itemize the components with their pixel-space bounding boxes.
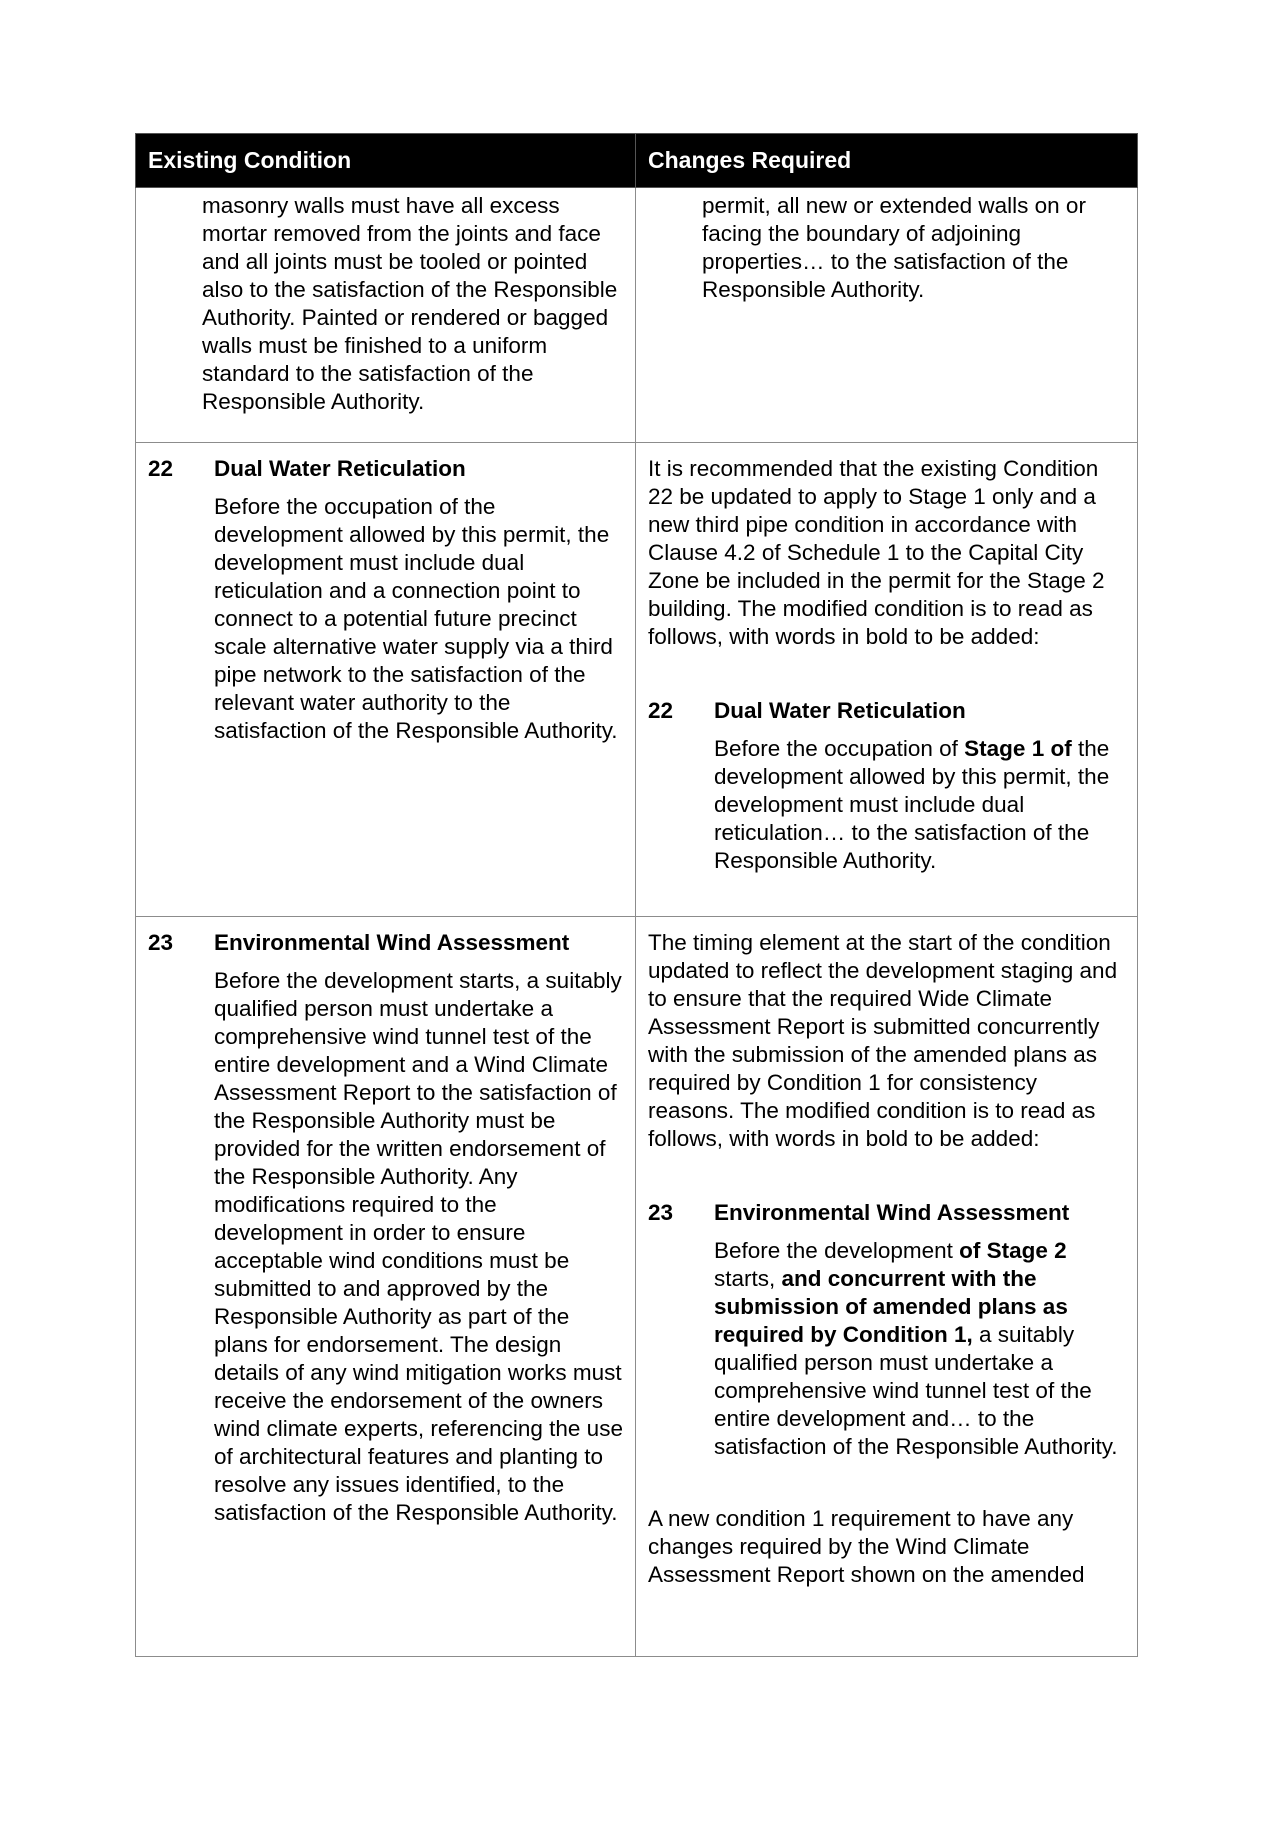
- text-run: a suitably qualified person must undertake a comprehensive wind tunnel test of the entire development and… to the satisfaction of the Responsible Authority.: [714, 1322, 1118, 1459]
- table-header-row: [136, 134, 1138, 188]
- modified-condition-text: [648, 1237, 1125, 1461]
- text-run: Before the development: [714, 1238, 960, 1263]
- changes-cell: [636, 188, 1138, 443]
- condition-number: 22: [648, 698, 674, 723]
- header-changes-required: Changes Required: [636, 134, 1138, 188]
- text-run: starts,: [714, 1266, 782, 1291]
- header-existing-condition: Existing Condition: [136, 134, 636, 188]
- existing-text: masonry walls must have all excess mortar removed from the joints and face and all joints must be tooled or pointed also to the satisfaction of the Responsible Authority. Painted or rendered or bagged walls must be finished to a uniform standard to the satisfaction of the Responsible Authority.: [202, 193, 618, 414]
- condition-number: 23: [648, 1200, 674, 1225]
- changes-tail: A new condition 1 requirement to have any changes required by the Wind Climate Assessment Report shown on the amended: [648, 1506, 1085, 1587]
- modified-condition: [648, 1199, 1125, 1461]
- added-words: and concurrent with the submission of amended plans as required by Condition 1,: [714, 1266, 1068, 1347]
- existing-text: Before the occupation of the development allowed by this permit, the development must include dual reticulation and a connection point to connect to a potential future precinct scale alternative water supply via a third pipe network to the satisfaction of the relevant water authority to the satisfaction of the Responsible Authority.: [214, 494, 618, 743]
- table-row: [136, 917, 1138, 1657]
- existing-text: Before the development starts, a suitably qualified person must undertake a comprehensive wind tunnel test of the entire development and a Wind Climate Assessment Report to the satisfaction of the Responsible Authority must be provided for the written endorsement of the Responsible Authority. Any modifications required to the development in order to ensure acceptable wind conditions must be submitted to and approved by the Responsible Authority as part of the plans for endorsement. The design details of any wind mitigation works must receive the endorsement of the owners wind climate experts, referencing the use of architectural features and planting to resolve any issues identified, to the satisfaction of the Responsible Authority.: [214, 968, 623, 1525]
- existing-cell: [136, 917, 636, 1657]
- changes-cell: [636, 917, 1138, 1657]
- modified-condition-text: [648, 735, 1125, 875]
- changes-cell: [636, 443, 1138, 917]
- condition-heading: [648, 1199, 1125, 1227]
- text-run: Before the occupation of: [714, 736, 965, 761]
- condition-heading: [148, 929, 623, 957]
- changes-text: permit, all new or extended walls on or facing the boundary of adjoining properties… to the satisfaction of the Responsible Authority.: [702, 193, 1086, 302]
- changes-intro: The timing element at the start of the condition updated to reflect the development staging and to ensure that the required Wide Climate Assessment Report is submitted concurrently with the submission of the amended plans as required by Condition 1 for consistency reasons. The modified condition is to read as follows, with words in bold to be added:: [648, 930, 1118, 1151]
- modified-condition: [648, 697, 1125, 875]
- conditions-table: [135, 133, 1138, 1657]
- added-words: Stage 1 of: [964, 736, 1072, 761]
- text-run: the development allowed by this permit, the development must include dual reticulation… to the satisfaction of the Responsible Authority.: [714, 736, 1110, 873]
- condition-heading: [148, 455, 623, 483]
- condition-heading: [648, 697, 1125, 725]
- existing-cell: [136, 188, 636, 443]
- condition-title: Environmental Wind Assessment: [714, 1200, 1070, 1225]
- table-row: [136, 443, 1138, 917]
- changes-intro: It is recommended that the existing Condition 22 be updated to apply to Stage 1 only and a new third pipe condition in accordance with Clause 4.2 of Schedule 1 to the Capital City Zone be included in the permit for the Stage 2 building. The modified condition is to read as follows, with words in bold to be added:: [648, 456, 1105, 649]
- added-words: of Stage 2: [959, 1238, 1067, 1263]
- table-row: [136, 188, 1138, 443]
- condition-title: Dual Water Reticulation: [714, 698, 966, 723]
- condition-title: Dual Water Reticulation: [214, 456, 466, 481]
- existing-cell: [136, 443, 636, 917]
- condition-number: 22: [148, 456, 174, 481]
- condition-title: Environmental Wind Assessment: [214, 930, 570, 955]
- condition-number: 23: [148, 930, 174, 955]
